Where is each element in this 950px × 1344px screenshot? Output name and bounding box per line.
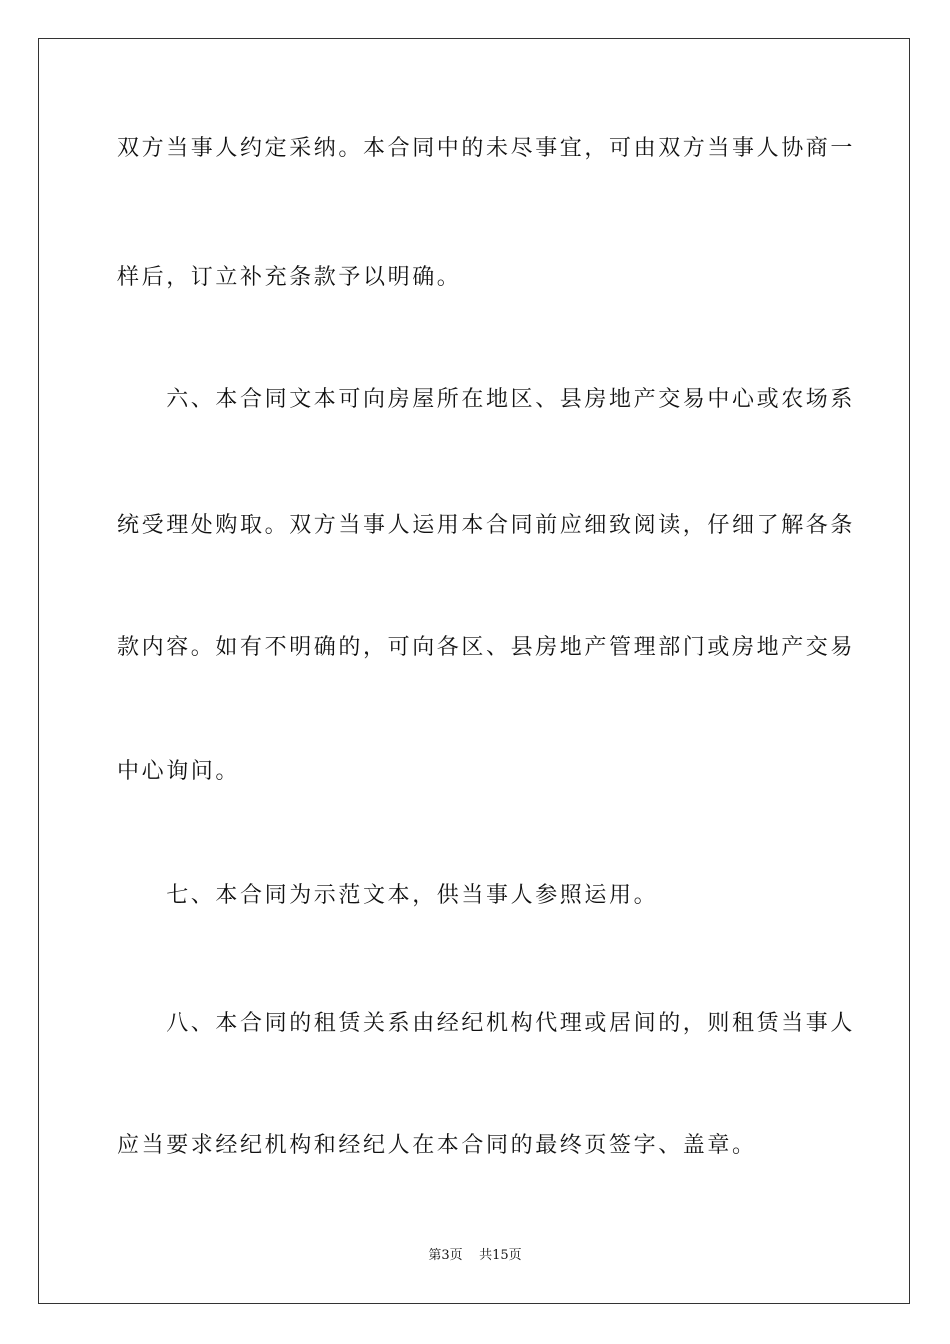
text-line: 八、本合同的租赁关系由经纪机构代理或居间的，则租赁当事人 [117,1011,856,1036]
text-line: 中心询问。 [117,759,241,784]
page-border [38,38,910,1304]
text-line: 七、本合同为示范文本，供当事人参照运用。 [117,883,659,908]
text-line: 款内容。如有不明确的，可向各区、县房地产管理部门或房地产交易 [117,635,856,660]
text-line: 应当要求经纪机构和经纪人在本合同的最终页签字、盖章。 [117,1133,757,1158]
text-line: 六、本合同文本可向房屋所在地区、县房地产交易中心或农场系 [117,387,856,412]
text-line: 双方当事人约定采纳。本合同中的未尽事宜，可由双方当事人协商一 [117,136,856,161]
text-line: 统受理处购取。双方当事人运用本合同前应细致阅读，仔细了解各条 [117,513,856,538]
text-line: 样后，订立补充条款予以明确。 [117,265,462,290]
page-number-footer: 第3页 共15页 [428,1248,522,1263]
